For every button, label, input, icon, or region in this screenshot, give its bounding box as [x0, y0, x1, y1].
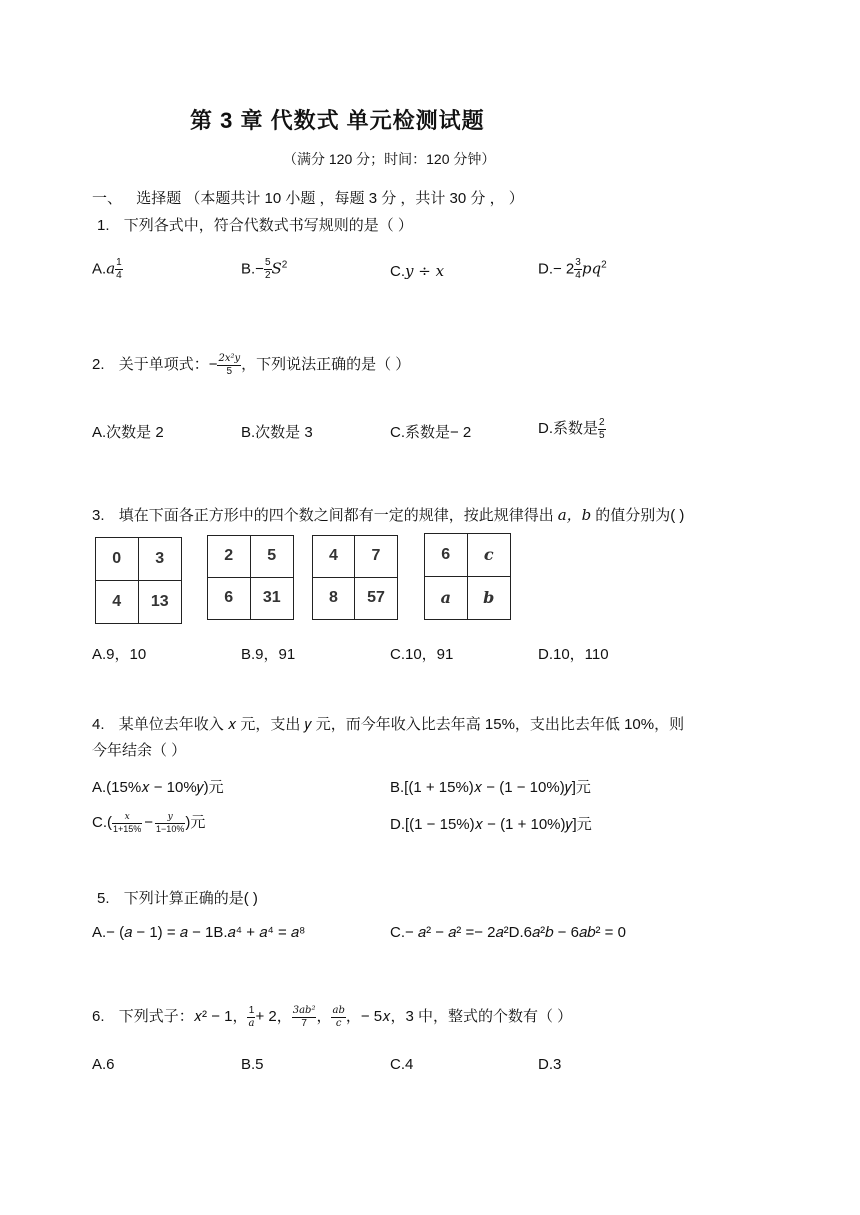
question-3-stem [92, 504, 684, 525]
question-6-stem [92, 1005, 572, 1029]
question-text-tail: ，下列说法正确的是（ ） [241, 356, 411, 373]
fraction [598, 418, 606, 441]
fraction [217, 354, 241, 377]
q4-option-d[interactable]: D.[(1 − 15%)𝑥 − (1 + 10%)𝑦]元 [390, 816, 592, 833]
frac-den: 7 [301, 1017, 307, 1029]
q5-options-ab[interactable]: A.− (𝑎 − 1) = 𝑎 − 1B.𝑎⁴ + 𝑎⁴ = 𝑎⁸ [92, 924, 306, 941]
fraction [331, 1006, 345, 1029]
frac-num: ab [332, 1004, 345, 1016]
grid-cell: c [468, 534, 511, 577]
fraction [155, 813, 185, 834]
grid-cell: 6 [425, 534, 468, 577]
math-var: pq [581, 259, 602, 278]
question-number: 4. [92, 716, 105, 733]
q6-option-b[interactable]: B.5 [241, 1056, 264, 1073]
question-text: 下列式子：𝑥² − 1， [118, 1008, 248, 1025]
minus-sign: − [144, 814, 154, 831]
frac-num: 2x²y [218, 352, 241, 364]
q6-option-a[interactable]: A.6 [92, 1056, 115, 1073]
frac-den: 4 [575, 270, 581, 281]
grid-cell: 57 [367, 589, 385, 607]
frac-den: 2 [264, 270, 271, 281]
frac-den: a [248, 1017, 255, 1029]
page-title: 第 3 章 代数式 单元检测试题 [190, 108, 485, 133]
q3-option-d[interactable]: D.10，110 [538, 646, 609, 663]
math-expr: y ÷ x [405, 262, 445, 280]
question-number: 2. [92, 356, 105, 373]
question-text: 下列各式中，符合代数式书写规则的是（ ） [123, 217, 413, 234]
frac-num: 5 [264, 257, 271, 268]
grid-cell: 13 [150, 592, 169, 610]
question-number: 5. [97, 890, 110, 907]
q3-option-a[interactable]: A.9，10 [92, 646, 147, 663]
question-4-stem-line2: 今年结余（ ） [92, 742, 187, 759]
option-prefix: D.系数是 [538, 420, 599, 437]
question-text: 下列计算正确的是( ) [123, 890, 258, 907]
grid-cell: 31 [262, 589, 281, 607]
q1-option-b[interactable] [241, 258, 287, 281]
frac-num: 1 [116, 257, 122, 268]
question-text: 某单位去年收入 𝑥 元，支出 𝑦 元，而今年收入比去年高 15%，支出比去年低 10%，则 [118, 716, 685, 733]
grid-cell: 2 [208, 536, 251, 578]
option-prefix: D.− 2 [538, 260, 575, 278]
section-text: 选择题 （本题共计 10 小题 ，每题 3 分 ，共计 30 分 ， ） [136, 190, 524, 207]
question-number: 1. [97, 217, 110, 234]
question-5-stem [97, 887, 258, 908]
frac-num: 3 [575, 257, 581, 268]
math-var: S [271, 259, 282, 278]
frac-num: x [112, 813, 142, 824]
q4-option-c[interactable] [92, 811, 205, 834]
math-var: a [106, 259, 116, 278]
q2-option-c[interactable]: C.系数是− 2 [390, 424, 472, 441]
q6-option-c[interactable]: C.4 [390, 1056, 414, 1073]
grid-cell: 8 [313, 578, 355, 620]
question-text-mid: ， [316, 1008, 332, 1025]
grid-cell: 4 [96, 581, 139, 624]
frac-den: 5 [226, 365, 233, 377]
q1-option-d[interactable] [538, 258, 607, 281]
frac-num: y [155, 813, 185, 824]
fraction [574, 258, 582, 281]
grid-cell: 3 [139, 538, 182, 581]
exponent: 2 [601, 259, 607, 271]
option-prefix: C. [390, 263, 405, 280]
fraction [264, 258, 272, 281]
q3-option-c[interactable]: C.10，91 [390, 646, 454, 663]
q6-option-d[interactable]: D.3 [538, 1056, 562, 1073]
q1-option-c[interactable] [390, 262, 444, 280]
fraction [292, 1006, 317, 1029]
q3-option-b[interactable]: B.9，91 [241, 646, 296, 663]
option-prefix: A. [92, 260, 107, 278]
q1-option-a[interactable] [92, 258, 123, 281]
fraction [115, 258, 123, 281]
math-vars: a，b [557, 506, 592, 524]
question-1-stem [97, 214, 413, 235]
question-number: 6. [92, 1008, 105, 1025]
option-suffix: )元 [185, 814, 206, 831]
frac-num: 2 [599, 416, 605, 428]
number-grid-3 [312, 535, 398, 620]
q2-option-d[interactable] [538, 417, 606, 441]
section-label: 一、 [92, 190, 123, 207]
exponent: 2 [281, 259, 288, 271]
question-number: 3. [92, 507, 105, 524]
q4-option-a[interactable]: A.(15%𝑥 − 10%𝑦)元 [92, 779, 224, 796]
q4-option-b[interactable]: B.[(1 + 15%)𝑥 − (1 − 10%)𝑦]元 [390, 779, 591, 796]
frac-den: 5 [599, 429, 605, 441]
option-prefix: C.( [92, 814, 112, 831]
number-grid-2 [207, 535, 294, 620]
grid-cell: 0 [96, 538, 139, 581]
option-prefix: B.− [241, 260, 264, 278]
frac-num: 3ab² [292, 1004, 316, 1016]
grid-cell: 6 [208, 578, 251, 620]
frac-den: 1+15% [113, 823, 142, 834]
q5-options-cd[interactable]: C.− 𝑎² − 𝑎² =− 2𝑎²D.6𝑎²𝑏 − 6𝑎𝑏² = 0 [390, 924, 626, 941]
grid-cell: 4 [313, 536, 355, 578]
question-2-stem [92, 353, 410, 377]
question-text-mid: + 2， [255, 1008, 292, 1025]
fraction [112, 813, 142, 834]
question-text: 填在下面各正方形中的四个数之间都有一定的规律，按此规律得出 [118, 507, 554, 524]
grid-cell: 5 [251, 536, 294, 578]
q2-option-b[interactable]: B.次数是 3 [241, 424, 313, 441]
question-text-tail: ，− 5𝑥，3 中，整式的个数有（ ） [345, 1008, 573, 1025]
q2-option-a[interactable]: A.次数是 2 [92, 424, 164, 441]
question-text-tail: 的值分别为( ) [595, 507, 685, 524]
section-heading [92, 187, 524, 208]
frac-num: 1 [248, 1004, 255, 1016]
question-4-stem [92, 713, 684, 734]
number-grid-4 [424, 533, 511, 620]
page-subtitle: （满分 120 分；时间：120 分钟） [283, 151, 496, 167]
frac-den: 1−10% [156, 823, 185, 834]
frac-den: 4 [116, 270, 122, 281]
grid-cell: 7 [355, 536, 397, 578]
frac-den: c [335, 1017, 342, 1029]
number-grid-1 [95, 537, 182, 624]
question-text: 关于单项式：− [118, 356, 218, 373]
grid-cell: a [425, 577, 468, 620]
grid-cell: b [483, 588, 495, 608]
